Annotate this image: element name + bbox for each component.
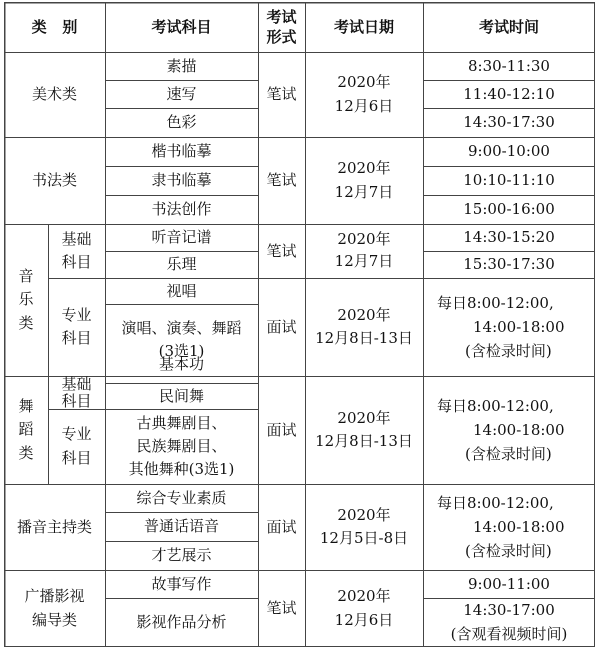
header-time: 考试时间 xyxy=(478,17,539,36)
category-meishu: 美术类 xyxy=(31,85,77,104)
subject-cell: 听音记谱 xyxy=(151,228,212,247)
time-cell: 11:40-12:10 xyxy=(463,84,555,103)
subject-cell: 速写 xyxy=(166,84,197,103)
subject-cell: 演唱、演奏、舞蹈 (3选1) xyxy=(121,318,242,360)
subject-cell: 色彩 xyxy=(166,113,197,132)
subject-cell: 古典舞剧目、 民族舞剧目、 其他舞种(3选1) xyxy=(128,413,235,479)
time-cell: 14:30-15:20 xyxy=(463,228,555,247)
time-cell: 8:30-11:30 xyxy=(468,56,550,75)
basic-label: 基础 科目 xyxy=(61,229,92,271)
subject-cell: 乐理 xyxy=(166,255,197,274)
form-cell: 笔试 xyxy=(266,241,297,260)
form-cell: 笔试 xyxy=(266,85,297,104)
major-label: 专业 科目 xyxy=(61,425,92,467)
time-cell: 每日8:00-12:00, 14:00-18:00 (含检录时间) xyxy=(437,397,565,463)
header-form: 考试 形式 xyxy=(266,7,297,46)
category-wudao: 舞 蹈 类 xyxy=(18,397,34,462)
header-category: 类 别 xyxy=(31,17,78,36)
time-cell: 10:10-11:10 xyxy=(463,171,555,190)
date-cell: 2020年 12月7日 xyxy=(334,230,394,270)
category-shufa: 书法类 xyxy=(31,171,77,190)
time-cell: 14:30-17:00 (含观看视频时间) xyxy=(450,601,568,643)
date-cell: 2020年 12月7日 xyxy=(334,159,394,201)
date-cell: 2020年 12月6日 xyxy=(334,587,394,629)
form-cell: 笔试 xyxy=(266,171,297,190)
subject-cell: 才艺展示 xyxy=(151,546,212,565)
form-cell: 面试 xyxy=(266,420,297,439)
category-guangbo: 广播影视 编导类 xyxy=(24,587,85,629)
date-cell: 2020年 12月8日-13日 xyxy=(315,305,413,347)
time-cell: 9:00-11:00 xyxy=(468,574,550,593)
form-cell: 笔试 xyxy=(266,599,297,618)
subject-cell: 楷书临摹 xyxy=(151,142,212,161)
subject-cell: 综合专业素质 xyxy=(136,488,227,507)
date-cell: 2020年 12月5日-8日 xyxy=(319,505,409,547)
subject-cell: 隶书临摹 xyxy=(151,171,212,190)
form-cell: 面试 xyxy=(266,317,297,336)
time-cell: 每日8:00-12:00, 14:00-18:00 (含检录时间) xyxy=(437,294,565,360)
basic-label: 基础 科目 xyxy=(61,375,92,410)
subject-cell: 故事写作 xyxy=(151,574,212,593)
time-cell: 14:30-17:30 xyxy=(463,113,555,132)
header-subject: 考试科目 xyxy=(151,17,212,36)
category-boyin: 播音主持类 xyxy=(16,517,92,536)
exam-schedule-table xyxy=(4,2,595,647)
subject-cell: 书法创作 xyxy=(151,200,212,219)
subject-cell: 素描 xyxy=(166,56,197,75)
subject-cell: 视唱 xyxy=(166,281,197,300)
header-date: 考试日期 xyxy=(333,17,394,36)
subject-cell: 普通话语音 xyxy=(143,517,219,536)
major-label: 专业 科目 xyxy=(61,305,92,347)
subject-cell: 影视作品分析 xyxy=(136,613,227,632)
subject-cell: 基本功 xyxy=(158,354,204,373)
time-cell: 9:00-10:00 xyxy=(468,142,550,161)
date-cell: 2020年 12月8日-13日 xyxy=(315,408,413,450)
subject-cell: 民间舞 xyxy=(158,386,204,405)
category-yinyue: 音 乐 类 xyxy=(18,267,34,332)
time-cell: 15:30-17:30 xyxy=(463,255,555,274)
form-cell: 面试 xyxy=(266,517,297,536)
date-cell: 2020年 12月6日 xyxy=(334,73,394,115)
time-cell: 每日8:00-12:00, 14:00-18:00 (含检录时间) xyxy=(437,494,565,560)
time-cell: 15:00-16:00 xyxy=(463,200,555,219)
